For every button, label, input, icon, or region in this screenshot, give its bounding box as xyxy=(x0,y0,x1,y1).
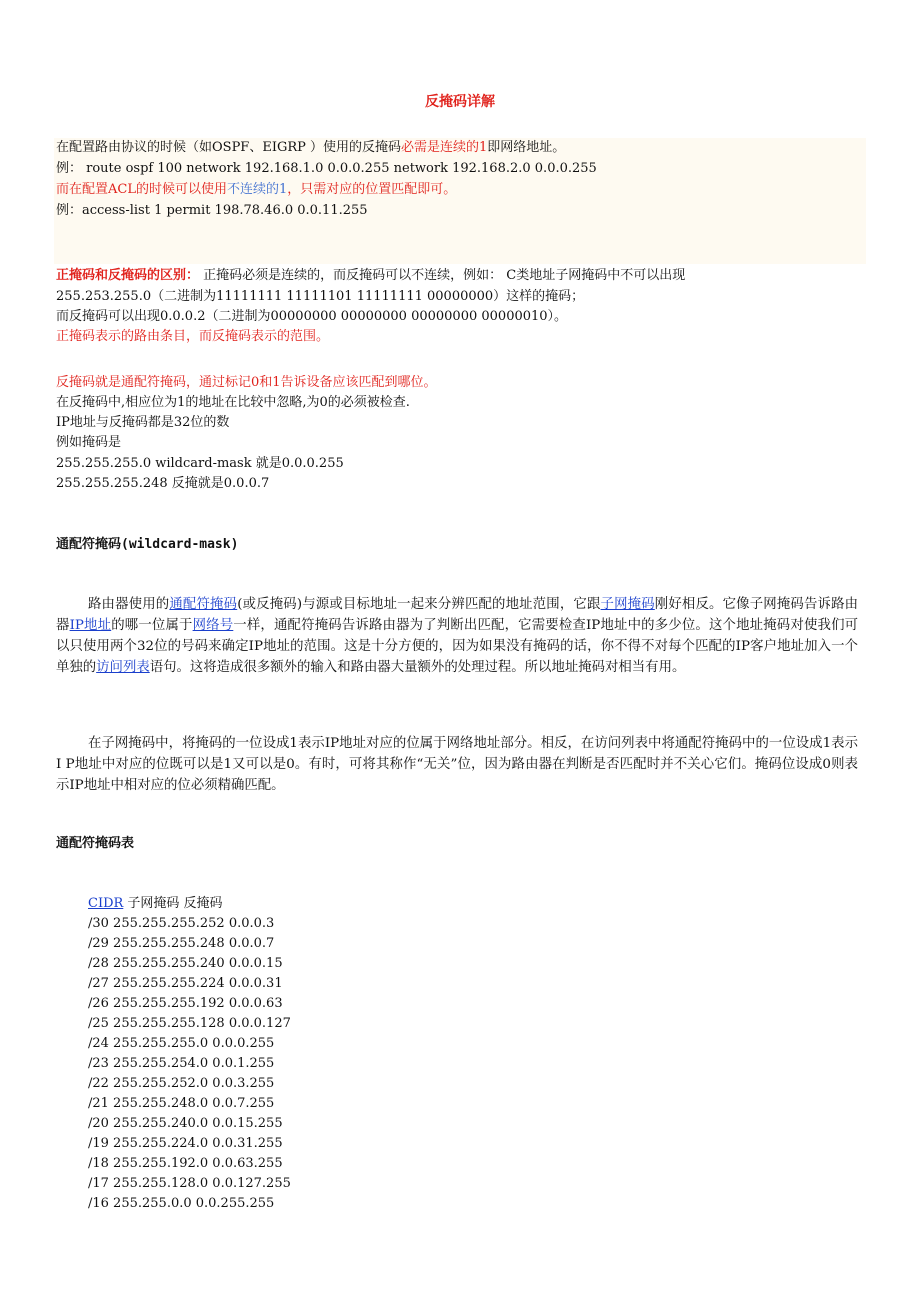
wild-line-2: 在反掩码中,相应位为1的地址在比较中忽略,为0的必须被检查. xyxy=(56,395,410,410)
table-row: /16 255.255.0.0 0.0.255.255 xyxy=(88,1196,275,1211)
para-text: 刚好相反。它像子网掩码告诉路由器 xyxy=(56,597,859,633)
intro-text: 而在配置ACL的时候可以使用 xyxy=(56,182,227,197)
table-row: /20 255.255.240.0 0.0.15.255 xyxy=(88,1116,283,1131)
diff-line-3: 而反掩码可以出现0.0.0.2（二进制为00000000 00000000 00000000 00000010）。 xyxy=(56,309,568,324)
table-row: /29 255.255.255.248 0.0.0.7 xyxy=(88,936,275,951)
para-text: 路由器使用的 xyxy=(88,597,170,612)
page-title: 反掩码详解 xyxy=(425,94,495,110)
table-row: /23 255.255.254.0 0.0.1.255 xyxy=(88,1056,275,1071)
table-row: /25 255.255.255.128 0.0.0.127 xyxy=(88,1016,291,1031)
intro-emphasis: 必需是连续的1 xyxy=(401,140,488,155)
intro-text: 即网络地址。 xyxy=(487,140,566,155)
wild-line-6: 255.255.255.248 反掩就是0.0.0.7 xyxy=(56,476,270,491)
para-text: 一样，通配符掩码告诉路由器为了判断出匹配，它需要检查IP地址中的多少位。这个地址掩码对使我们可以只使用两个32位的号码来确定IP地址的范围。这是十分方便的，因为如果没有掩码的话，你不得不对每个匹配的IP客户地址加入一个单独的 xyxy=(56,618,859,675)
table-row: /24 255.255.255.0 0.0.0.255 xyxy=(88,1036,275,1051)
wild-line-4: 例如掩码是 xyxy=(56,435,122,450)
diff-line-2: 255.253.255.0（二进制为11111111 11111101 11111111 00000000）这样的掩码； xyxy=(56,289,585,304)
intro-emphasis-blue: 不连续的1 xyxy=(226,182,288,197)
link-network-number[interactable]: 网络号 xyxy=(192,618,234,633)
diff-label: 正掩码和反掩码的区别： xyxy=(56,268,200,283)
table-row: /28 255.255.255.240 0.0.0.15 xyxy=(88,956,283,971)
section-heading-wildcard: 通配符掩码(wildcard-mask) xyxy=(56,537,239,552)
table-row: /27 255.255.255.224 0.0.0.31 xyxy=(88,976,283,991)
intro-line-1 xyxy=(56,138,565,158)
wild-line-5: 255.255.255.0 wildcard-mask 就是0.0.0.255 xyxy=(56,456,344,471)
wildcard-paragraph-1 xyxy=(56,594,858,678)
diff-line-1 xyxy=(56,266,685,286)
table-header xyxy=(88,894,223,914)
table-row: /26 255.255.255.192 0.0.0.63 xyxy=(88,996,283,1011)
wild-line-1: 反掩码就是通配符掩码，通过标记0和1告诉设备应该匹配到哪位。 xyxy=(56,375,437,390)
table-row: /18 255.255.192.0 0.0.63.255 xyxy=(88,1156,283,1171)
para-text: 语句。这将造成很多额外的输入和路由器大量额外的处理过程。所以地址掩码对相当有用。 xyxy=(149,660,686,675)
table-row: /17 255.255.128.0 0.0.127.255 xyxy=(88,1176,291,1191)
diff-line-4: 正掩码表示的路由条目，而反掩码表示的范围。 xyxy=(56,329,330,344)
link-cidr[interactable]: CIDR xyxy=(88,896,124,911)
table-row: /22 255.255.252.0 0.0.3.255 xyxy=(88,1076,275,1091)
wildcard-paragraph-2: 在子网掩码中，将掩码的一位设成1表示IP地址对应的位属于网络地址部分。相反，在访问列表中将通配符掩码中的一位设成1表示I P地址中对应的位既可以是1又可以是0。有时，可将其称作“无关”位，因为路由器在判断是否匹配时并不关心它们。掩码位设成0则表示IP地址中相对应的位必须精确匹配。 xyxy=(56,736,858,793)
table-row: /30 255.255.255.252 0.0.0.3 xyxy=(88,916,275,931)
para-text: 的哪一位属于 xyxy=(111,618,193,633)
link-wildcard-mask[interactable]: 通配符掩码 xyxy=(169,597,238,612)
link-ip-address[interactable]: IP地址 xyxy=(69,618,112,633)
para-text: (或反掩码)与源或目标地址一起来分辨匹配的地址范围，它跟 xyxy=(237,597,601,612)
intro-line-4: 例：access-list 1 permit 198.78.46.0 0.0.11.255 xyxy=(56,203,368,218)
link-access-list[interactable]: 访问列表 xyxy=(96,660,150,675)
table-row: /19 255.255.224.0 0.0.31.255 xyxy=(88,1136,283,1151)
intro-line-2: 例： route ospf 100 network 192.168.1.0 0.0.0.255 network 192.168.2.0 0.0.0.255 xyxy=(56,161,597,176)
diff-text: 正掩码必须是连续的，而反掩码可以不连续，例如： C类地址子网掩码中不可以出现 xyxy=(199,268,686,283)
table-header-text: 子网掩码 反掩码 xyxy=(123,896,223,911)
section-heading-table: 通配符掩码表 xyxy=(56,836,135,851)
intro-text: ，只需对应的位置匹配即可。 xyxy=(287,182,457,197)
intro-line-3 xyxy=(56,180,456,200)
table-row: /21 255.255.248.0 0.0.7.255 xyxy=(88,1096,275,1111)
link-subnet-mask[interactable]: 子网掩码 xyxy=(600,597,655,612)
wild-line-3: IP地址与反掩码都是32位的数 xyxy=(56,415,230,430)
intro-text: 在配置路由协议的时候（如OSPF、EIGRP ）使用的反掩码 xyxy=(56,140,402,155)
